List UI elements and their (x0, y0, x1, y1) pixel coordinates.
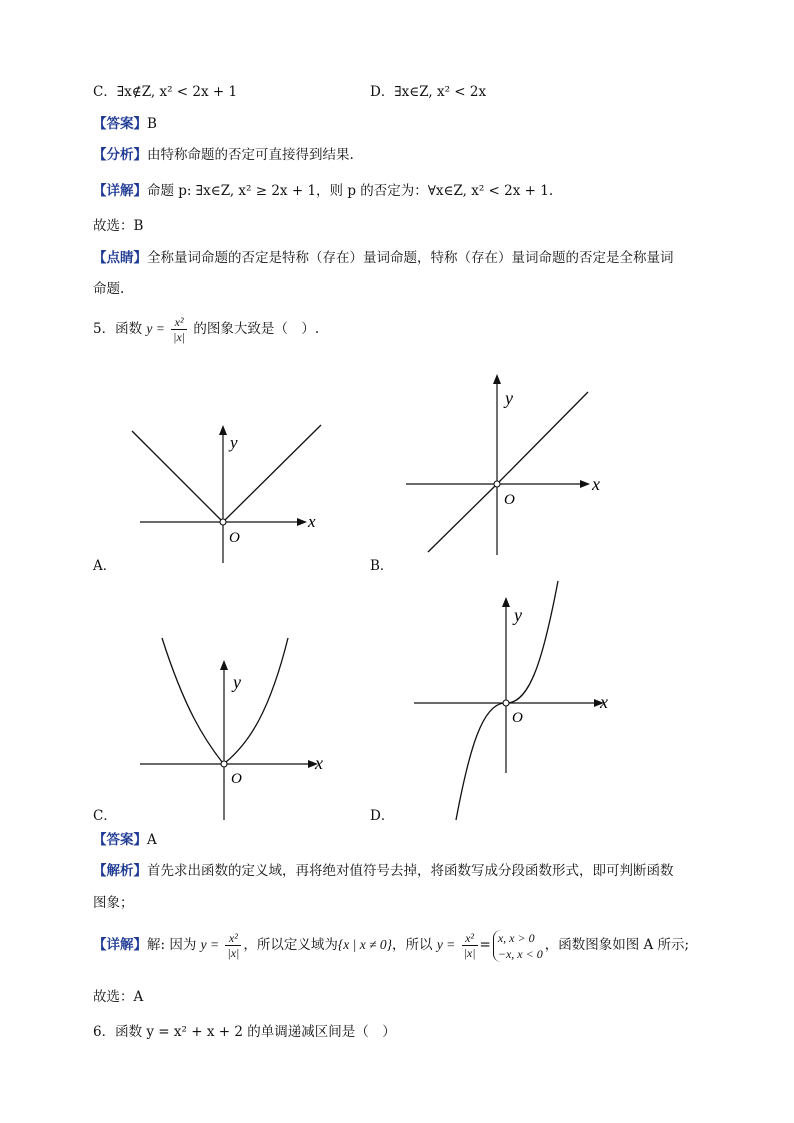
domain-set: {x | x ≠ 0} (337, 937, 393, 952)
detail-part-4: ，函数图象如图 A 所示; (544, 937, 690, 953)
frac-numerator: x² (171, 315, 187, 330)
point-tag: 【点睛】 (93, 250, 147, 266)
frac-denominator: |x| (463, 946, 476, 960)
hollow-origin-point (503, 700, 509, 706)
hollow-origin-point (220, 519, 226, 525)
frac-numerator: x² (225, 931, 241, 946)
curve-right (225, 425, 321, 520)
x-arrow-icon (580, 480, 590, 488)
frac-denominator: |x| (173, 330, 186, 344)
origin-label: O (504, 492, 515, 508)
answer-line (93, 114, 157, 134)
origin-label: O (229, 530, 240, 546)
y-label: y (505, 388, 513, 408)
piecewise-brace (493, 930, 543, 962)
y-arrow-icon (502, 597, 510, 607)
y-label: y (233, 672, 241, 692)
label-c: C． (93, 808, 117, 824)
curve-right (226, 638, 288, 762)
curve-left (162, 638, 222, 762)
detail-part-2: ，所以定义域为 (243, 937, 338, 953)
hollow-origin-point (494, 481, 500, 487)
q5-choose-line: 故选：A (93, 989, 144, 1005)
y-label: y (230, 433, 238, 452)
graph-d (408, 575, 623, 825)
frac-denominator: |x| (227, 946, 240, 960)
q5-stem-prefix: 5．函数 (93, 321, 143, 337)
x-arrow-icon (297, 518, 307, 526)
option-d: D．∃x∈Z, x² < 2x (370, 84, 487, 100)
curve-right (508, 581, 558, 703)
detail-part-1: 解: 因为 (147, 937, 197, 953)
detail-text: 命题 p: ∃x∈Z, x² ≥ 2x + 1，则 p 的否定为：∀x∈Z, x² < 2x + 1. (147, 183, 554, 199)
point-text: 全称量词命题的否定是特称（存在）量词命题，特称（存在）量词命题的否定是全称量词 (147, 250, 674, 266)
detail-tag: 【详解】 (93, 937, 147, 953)
frac-numerator: x² (462, 931, 478, 946)
analysis-tag: 【解析】 (93, 863, 147, 879)
point-line-1 (93, 248, 674, 268)
q5-detail-line: 【详解】解: 因为 y = $\frac{\text{x²}}{|x|}$ ，所以定义域为{x | x ≠ 0}，所以 y = $\frac{\text{x²}}{|x|}$ = x, x > 0 −x, x < 0 ，函数图象如图 A 所示; (93, 930, 690, 961)
label-a: A． (93, 558, 117, 574)
point-line-2: 命题. (93, 281, 125, 297)
x-label: x (308, 512, 316, 531)
analysis-line (93, 145, 354, 165)
y-arrow-icon (220, 660, 228, 670)
label-d: D． (370, 808, 395, 824)
q5-y-eq: y = (146, 321, 165, 336)
q5-fraction (171, 315, 187, 344)
y-arrow-icon (493, 374, 501, 384)
detail-y-eq: y = (200, 937, 220, 952)
graph-a (125, 415, 325, 570)
piece-1: x, x > 0 (497, 930, 535, 945)
y-arrow-icon (219, 425, 227, 435)
origin-label: O (231, 771, 242, 787)
q5-analysis-line-1 (93, 861, 674, 881)
detail-fraction (225, 931, 241, 960)
detail-tag: 【详解】 (93, 183, 147, 199)
x-label: x (315, 753, 323, 773)
piece-2: −x, x < 0 (497, 946, 543, 961)
q6-stem: 6．函数 y = x² + x + 2 的单调递减区间是（ ） (93, 1024, 396, 1040)
detail-part-3: ，所以 (392, 937, 433, 953)
y-label: y (514, 605, 522, 625)
q5-analysis-line-2: 图象； (93, 895, 134, 911)
answer-value: A (147, 832, 157, 848)
label-b: B． (370, 558, 394, 574)
x-label: x (600, 692, 608, 712)
graph-c (130, 630, 340, 825)
q5-answer-line (93, 830, 157, 850)
curve-left (456, 703, 504, 820)
origin-label: O (512, 710, 523, 726)
x-label: x (592, 474, 600, 494)
option-c: C．∃x∉Z, x² < 2x + 1 (93, 84, 238, 100)
choose-line: 故选：B (93, 218, 144, 234)
curve-left (132, 431, 221, 520)
detail-line (93, 181, 553, 201)
answer-tag: 【答案】 (93, 116, 147, 132)
analysis-text: 首先求出函数的定义域，再将绝对值符号去掉，将函数写成分段函数形式，即可判断函数 (147, 863, 674, 879)
hollow-origin-point (221, 761, 227, 767)
detail-y-eq-2: y = (436, 937, 456, 952)
analysis-text: 由特称命题的否定可直接得到结果. (147, 147, 354, 163)
answer-value: B (147, 116, 157, 132)
answer-tag: 【答案】 (93, 832, 147, 848)
analysis-tag: 【分析】 (93, 147, 147, 163)
curve-left (428, 486, 495, 552)
q5-stem-suffix: 的图象大致是（ ）. (193, 321, 320, 337)
detail-fraction-2 (462, 931, 478, 960)
q5-stem (93, 315, 319, 344)
graph-b (400, 370, 620, 560)
